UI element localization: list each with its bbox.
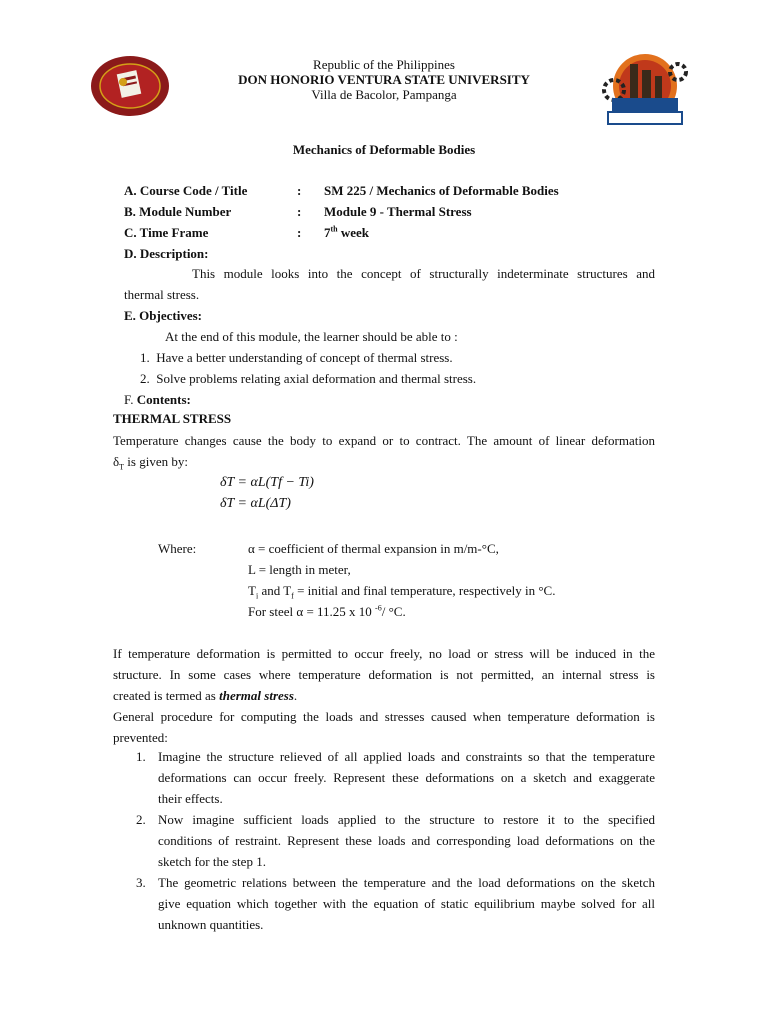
objective-item-2: 2. Solve problems relating axial deformation and thermal stress. [140,371,477,386]
procedure-step-3: 3. The geometric relations between the temperature and the load deformations on the sketch give equation which together with the equation of static equilibrium maybe solved for all unknown quantities. [136,875,655,932]
where-steel: For steel α = 11.25 x 10 $^{-6}$/ °C. [248,603,406,619]
module-number-colon: : [297,204,302,219]
description-label: D. Description: [124,246,209,261]
thermal-intro: Temperature changes cause the body to expand or to contract. The amount of linear deformation $\delta_T$ is given by: [113,433,655,472]
module-number-value: Module 9 - Thermal Stress [324,204,472,219]
page-title: Mechanics of Deformable Bodies [292,142,476,157]
course-code-value: SM 225 / Mechanics of Deformable Bodies [324,183,559,198]
course-code-colon: : [297,183,302,198]
course-code-label: A. Course Code / Title [124,183,248,198]
objectives-label: E. Objectives: [124,308,202,323]
description-text: This module looks into the concept of structurally indeterminate structures and thermal stress. [124,266,655,302]
paragraph-procedure: General procedure for computing the loads and stresses caused when temperature deformation is prevented: [113,709,655,745]
equation-1: δT = αL(Tf − Ti) [220,475,314,490]
objective-item-1: 1. Have a better understanding of concept of thermal stress. [140,350,453,365]
equation-2: δT = αL(ΔT) [220,496,291,511]
where-label: Where: [158,541,197,556]
paragraph-free-deformation: If temperature deformation is permitted to occur freely, no load or stress will be induced in the structure. In some cases where temperature deformation is not permitted, an internal stress is created is termed as thermal stress. [113,646,655,703]
module-number-label: B. Module Number [124,204,232,219]
time-frame-label: C. Time Frame [124,225,209,240]
time-frame-value: 7th week [324,224,370,240]
where-length: L = length in meter, [248,562,351,577]
where-alpha: α = coefficient of thermal expansion in m/m-°C, [248,541,499,556]
where-temperature: $T_i$ and $T_f$ = initial and final temperature, respectively in °C. [248,583,556,601]
university-name: DON HONORIO VENTURA STATE UNIVERSITY [238,72,530,87]
university-address: Villa de Bacolor, Pampanga [311,87,457,102]
contents-label: F. Contents: [124,392,191,407]
procedure-step-2: 2. Now imagine sufficient loads applied to the structure to restore it to the specified conditions of restraint. Represent these loads and corresponding load deformations on the sketch for the step 1. [136,812,655,869]
procedure-step-1: 1. Imagine the structure relieved of all applied loads and constraints so that the temperature deformations can occur freely. Represent these deformations on a sketch and exaggerate their effects. [136,749,655,806]
header-line1: Republic of the Philippines [313,57,455,72]
objectives-intro: At the end of this module, the learner should be able to : [165,329,458,344]
section-heading: THERMAL STRESS [113,411,232,426]
time-frame-colon: : [297,225,302,240]
